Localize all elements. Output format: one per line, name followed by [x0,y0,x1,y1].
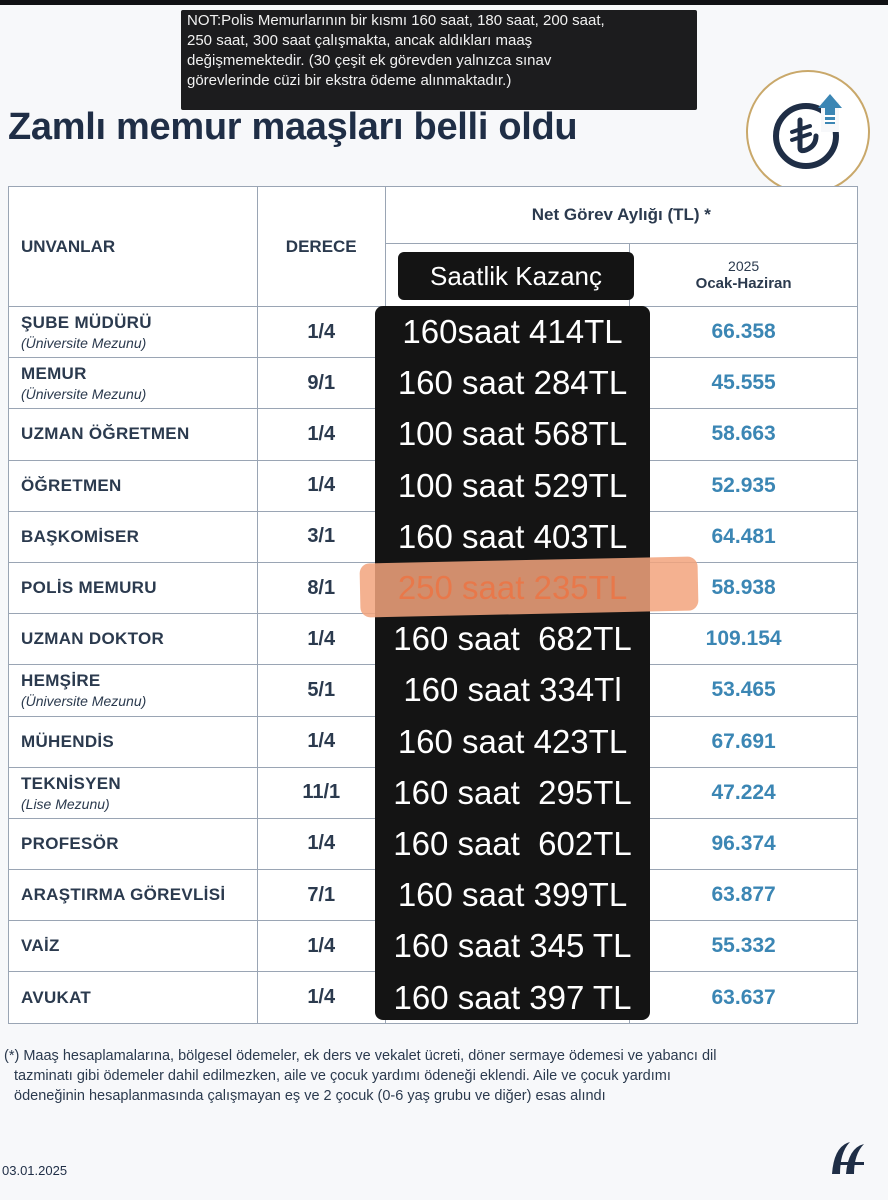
job-subtitle: (Üniversite Mezunu) [21,335,147,352]
job-title: VAİZ [21,936,60,956]
pay-cell: 67.691 [630,716,858,767]
job-title: HEMŞİRE [21,671,101,691]
degree-cell: 1/4 [257,409,385,460]
pay-cell: 58.663 [630,409,858,460]
top-bar [0,0,888,5]
hourly-earning: 160 saat 345 TL [393,927,632,965]
pay-cell: 52.935 [630,460,858,511]
degree-cell: 9/1 [257,358,385,409]
pay-cell: 109.154 [630,614,858,665]
date-label: 03.01.2025 [2,1163,68,1178]
job-title: MEMUR [21,364,87,384]
title-cell [9,511,258,562]
pay-cell: 58.938 [630,562,858,613]
hourly-earning: 160saat 414TL [402,313,623,350]
job-title: UZMAN DOKTOR [21,629,165,649]
job-subtitle: (Üniversite Mezunu) [21,693,147,710]
footnote [4,1046,864,1106]
degree-cell: 1/4 [257,818,385,869]
title-cell [9,358,258,409]
degree-cell: 11/1 [257,767,385,818]
degree-cell: 1/4 [257,460,385,511]
note-box: NOT:Polis Memurlarının bir kısmı 160 saat, 180 saat, 200 saat, 250 saat, 300 saat çalışmakta, ancak aldıkları maaş değişmemektedir. (30 çeşit ek görevden yalnızca sınav görevlerinde cüzi bir ekstra ödeme alınmaktadır.) [181,10,697,110]
aa-logo [828,1138,872,1183]
job-title: UZMAN ÖĞRETMEN [21,424,190,444]
hourly-earning: 160 saat 403TL [397,517,628,555]
page-title: Zamlı memur maaşları belli oldu [8,106,578,148]
hourly-earning: 160 saat 295TL [393,773,632,811]
job-title: TEKNİSYEN [21,773,121,793]
pay-cell: 66.358 [630,307,858,358]
pay-cell: 63.637 [630,972,858,1023]
job-subtitle: (Lise Mezunu) [21,795,110,812]
job-title: POLİS MEMURU [21,578,157,598]
hourly-earning: 160 saat 397 TL [393,978,632,1016]
pay-cell: 64.481 [630,511,858,562]
footnote-line-3: ödeneğinin hesaplanmasında çalışmayan eş ve 2 çocuk (0-6 yaş grubu ve diğer) esas alındı [14,1088,606,1104]
title-cell [9,614,258,665]
header-period [630,244,858,307]
header-net-gorev: Net Görev Aylığı (TL) * [385,187,857,244]
degree-cell: 1/4 [257,716,385,767]
header-unvanlar: UNVANLAR [9,187,258,307]
degree-cell: 1/4 [257,307,385,358]
title-cell [9,716,258,767]
degree-cell: 5/1 [257,665,385,716]
pay-cell: 96.374 [630,818,858,869]
header-period-label: Ocak-Haziran [695,275,792,292]
degree-cell: 7/1 [257,870,385,921]
job-title: ARAŞTIRMA GÖREVLİSİ [21,885,226,905]
job-title: AVUKAT [21,987,92,1007]
job-title: MÜHENDİS [21,731,115,751]
job-title: ŞUBE MÜDÜRÜ [21,313,152,333]
footnote-line-2: tazminatı gibi ödemeler dahil edilmezken, aile ve çocuk yardımı ödeneği eklendi. Aile ve çocuk yardımı [14,1068,671,1084]
footnote-line-1: (*) Maaş hesaplamalarına, bölgesel ödemeler, ek ders ve vekalet ücreti, döner sermaye ödemesi ve yabancı dil [4,1048,717,1064]
degree-cell: 8/1 [257,562,385,613]
job-title: PROFESÖR [21,833,119,853]
hourly-earning: 250 saat 235TL [397,569,628,606]
hourly-earning: 160 saat 602TL [393,825,632,862]
header-derece: DERECE [257,187,385,307]
title-cell [9,409,258,460]
hourly-earning: 100 saat 529TL [397,466,628,504]
job-subtitle: (Üniversite Mezunu) [21,386,147,403]
pay-cell: 45.555 [630,358,858,409]
degree-cell: 1/4 [257,921,385,972]
title-cell [9,921,258,972]
title-cell [9,562,258,613]
title-cell [9,972,258,1023]
title-cell [9,870,258,921]
degree-cell: 1/4 [257,614,385,665]
header-year: 2025 [728,258,760,274]
pay-cell: 53.465 [630,665,858,716]
title-cell [9,307,258,358]
pay-cell: 55.332 [630,921,858,972]
job-title: BAŞKOMİSER [21,526,140,546]
hourly-earning: 160 saat 399TL [397,876,628,914]
hourly-earning: 160 saat 284TL [397,364,628,402]
title-cell [9,818,258,869]
pay-cell: 63.877 [630,870,858,921]
hourly-earning: 160 saat 423TL [397,722,628,760]
hourly-earning: 100 saat 568TL [397,415,628,453]
degree-cell: 1/4 [257,972,385,1023]
pay-cell: 47.224 [630,767,858,818]
lira-up-arrow-icon [746,70,870,194]
job-title: ÖĞRETMEN [21,475,122,495]
hourly-earning: 160 saat 334Tl [403,671,622,709]
hourly-earning: 160 saat 682TL [393,620,632,658]
title-cell [9,767,258,818]
title-cell [9,460,258,511]
degree-cell: 3/1 [257,511,385,562]
title-cell [9,665,258,716]
saatlik-kazanc-label: Saatlik Kazanç [398,252,634,300]
